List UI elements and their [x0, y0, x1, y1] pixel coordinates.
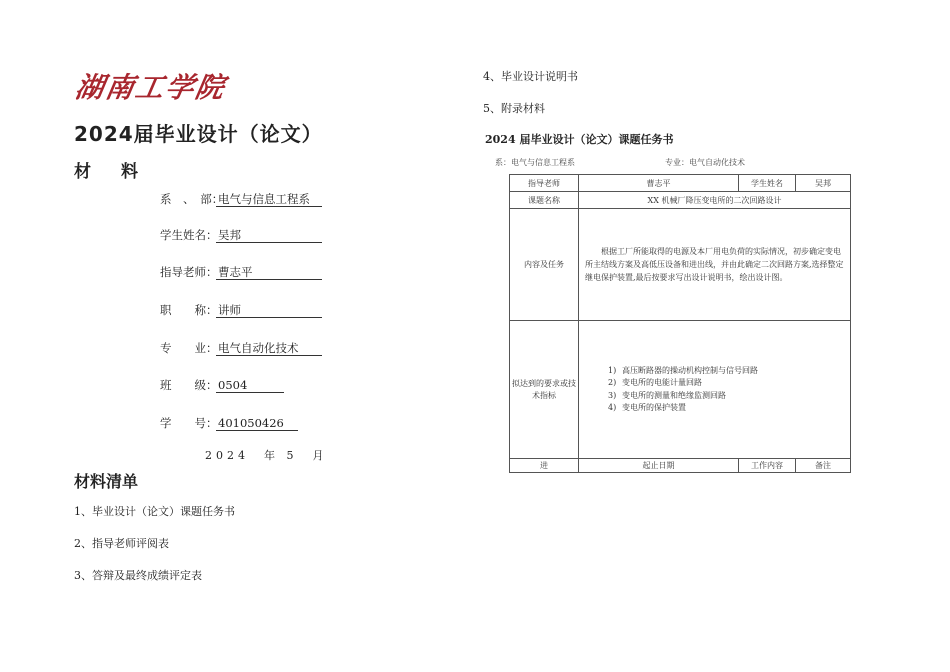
field-department — [160, 191, 322, 207]
field-label: 班 级： — [160, 378, 218, 392]
college-logo: 湖南工学院 — [72, 71, 229, 104]
topic-label: 课题名称 — [510, 192, 579, 209]
field-value: 401050426 — [216, 416, 298, 431]
requirement-item: 4) 变电所的保护装置 — [608, 403, 686, 412]
department-meta: 系：电气与信息工程系 — [495, 158, 575, 167]
field-class — [160, 377, 284, 393]
field-label: 学生姓名： — [160, 228, 218, 242]
field-label: 指导老师： — [160, 265, 218, 279]
student-label: 学生姓名 — [739, 175, 796, 192]
requirement-item: 1) 高压断路器的操动机构控制与信号回路 — [608, 365, 758, 375]
field-advisor — [160, 264, 322, 280]
field-student-name — [160, 227, 322, 243]
work-content-header: 工作内容 — [739, 459, 796, 473]
thesis-title: 2024届毕业设计（论文） — [74, 122, 323, 146]
advisor-value: 曹志平 — [579, 175, 739, 192]
field-label: 系 、 部： — [160, 192, 224, 206]
list-item: 2、指导老师评阅表 — [74, 537, 169, 550]
topic-value: XX 机械厂降压变电所的二次回路设计 — [579, 192, 851, 209]
start-date-header: 起止日期 — [579, 459, 739, 473]
requirements-cell — [579, 321, 851, 459]
task-table — [509, 174, 851, 473]
field-value: 吴邦 — [216, 228, 322, 243]
field-value: 讲师 — [216, 303, 322, 318]
list-item: 5、附录材料 — [483, 102, 545, 115]
list-item: 1、毕业设计（论文）课题任务书 — [74, 505, 235, 518]
materials-list-title: 材料清单 — [74, 472, 139, 491]
requirement-item: 3) 变电所的测量和绝缘监测回路 — [608, 390, 726, 400]
field-value: 曹志平 — [216, 265, 322, 280]
student-value: 吴邦 — [796, 175, 851, 192]
remarks-header: 备注 — [796, 459, 851, 473]
field-label: 职 称： — [160, 303, 218, 317]
field-major — [160, 340, 322, 356]
requirement-item: 2) 变电所的电能计量回路 — [608, 378, 702, 387]
field-value: 电气与信息工程系 — [216, 192, 322, 207]
advisor-label: 指导老师 — [510, 175, 579, 192]
materials-heading: 材料 — [74, 162, 168, 182]
field-label: 学 号： — [160, 416, 218, 430]
progress-label: 进 — [510, 459, 579, 473]
task-book-title: 2024 届毕业设计（论文）课题任务书 — [485, 133, 674, 146]
requirements-list — [582, 365, 847, 415]
submission-date: 2024 年 5 月 — [205, 449, 328, 462]
field-student-id — [160, 415, 298, 431]
field-title — [160, 302, 322, 318]
content-label: 内容及任务 — [510, 209, 579, 321]
content-text: 根据工厂所能取得的电源及本厂用电负荷的实际情况，初步确定变电所主结线方案及高低压设备和进出线，并由此确定二次回路方案,选择整定继电保护装置,最后按要求写出设计说明书，绘出设计图。 — [579, 209, 851, 321]
requirements-label: 拟达到的要求或技术指标 — [510, 321, 579, 459]
field-label: 专 业： — [160, 341, 218, 355]
list-item: 4、毕业设计说明书 — [483, 70, 578, 83]
major-meta: 专业：电气自动化技术 — [665, 158, 745, 167]
list-item: 3、答辩及最终成绩评定表 — [74, 569, 202, 582]
field-value: 电气自动化技术 — [216, 341, 322, 356]
field-value: 0504 — [216, 378, 284, 393]
